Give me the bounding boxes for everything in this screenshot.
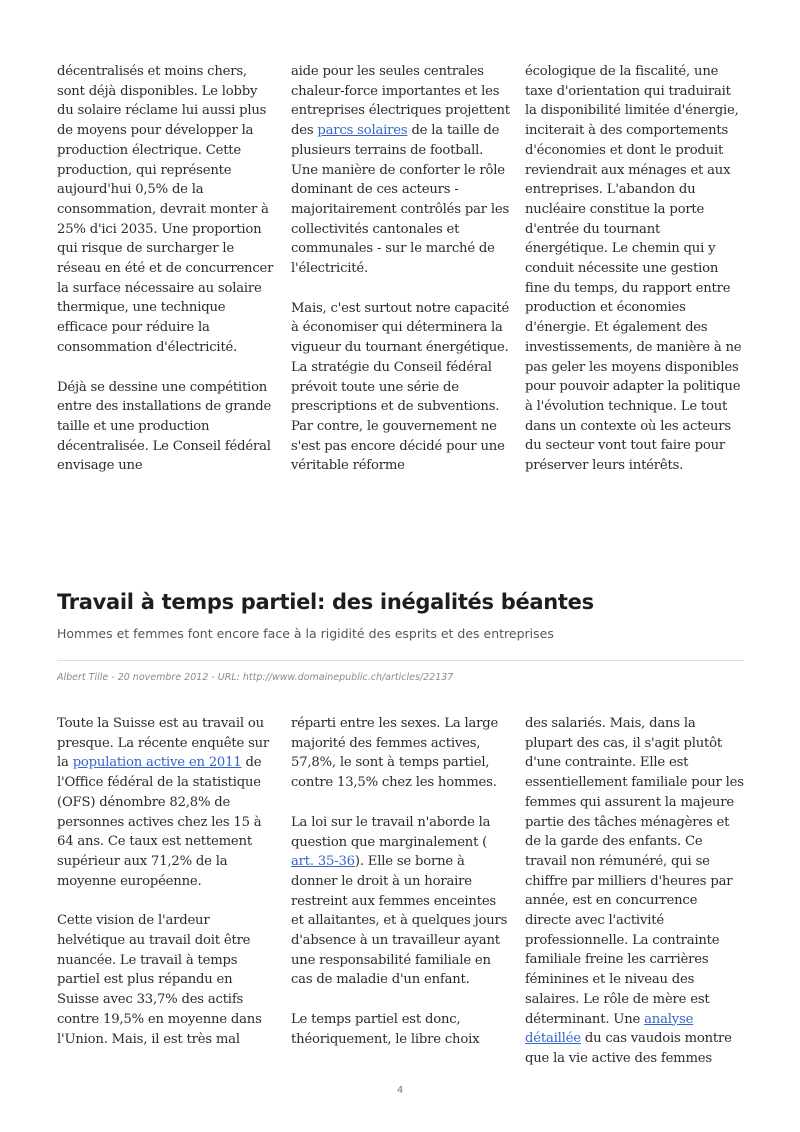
bottom-columns [57, 714, 745, 1089]
top-columns [57, 62, 745, 496]
bottom-column-3 [525, 714, 745, 1089]
article-meta: Albert Tille - 20 novembre 2012 - URL: http://www.domainepublic.ch/articles/22137 [57, 672, 454, 683]
paragraph: Le temps partiel est donc, théoriquement, le libre choix [291, 1012, 480, 1047]
text-run: de l'Office fédéral de la statistique (OFS) dénombre 82,8% de personnes actives chez les 15 à 64 ans. Ce taux est nettement supérieur aux 71,2% de la moyenne européenne. [57, 755, 262, 889]
paragraph: réparti entre les sexes. La large majorité des femmes actives, 57,8%, le sont à temps partiel, contre 13,5% chez les hommes. [291, 716, 499, 791]
bottom-column-2 [291, 714, 511, 1089]
paragraph [57, 714, 277, 891]
text-run: ). Elle se borne à donner le droit à un horaire restreint aux femmes enceintes et allaitantes, et à quelques jours d'absence à un travailleur ayant une responsabilité familiale en cas de maladie d'un enfant. [291, 854, 508, 988]
text-run: Toute la Suisse est au travail ou presque. La récente enquête sur la [57, 716, 270, 771]
text-run: La loi sur le travail n'aborde la question que marginalement ( [291, 814, 491, 850]
paragraph: écologique de la fiscalité, une taxe d'orientation qui traduirait la disponibilité limitée d'énergie, inciterait à des comportements d'économies et dont le produit reviendrait aux ménages et aux entreprises. L'abandon du nucléaire constitue la porte d'entrée du tournant énergétique. Le chemin qui y conduit nécessite une gestion fine du temps, du rapport entre production et économies d'énergie. Et également des investissements, de manière à ne pas geler les moyens disponibles pour pouvoir adapter la politique à l'évolution technique. Le tout dans un contexte où les acteurs du secteur vont tout faire pour préserver leurs intérêts. [525, 64, 742, 474]
top-column-3 [525, 62, 745, 496]
analyse-detaillee-link[interactable]: analyse détaillée [525, 1011, 694, 1047]
top-column-1 [57, 62, 277, 496]
top-column-2 [291, 62, 511, 496]
article-title: Travail à temps partiel: des inégalités béantes [57, 590, 594, 614]
paragraph: décentralisés et moins chers, sont déjà disponibles. Le lobby du solaire réclame lui aussi plus de moyens pour développer la production électrique. Cette production, qui représente aujourd'hui 0,5% de la consommation, devrait monter à 25% d'ici 2035. Une proportion qui risque de surcharger le réseau en été et de concurrencer la surface nécessaire au solaire thermique, une technique efficace pour réduire la consommation d'électricité. [57, 64, 274, 355]
article-subtitle: Hommes et femmes font encore face à la rigidité des esprits et des entreprises [57, 626, 554, 641]
art-35-36-link[interactable]: art. 35-36 [291, 854, 355, 870]
text-run: de la taille de plusieurs terrains de football. Une manière de conforter le rôle dominant de ces acteurs - majoritairement contrôlés par les collectivités cantonales et communales - sur le marché de l'électricité. [291, 123, 510, 277]
text-run: des salariés. Mais, dans la plupart des cas, il s'agit plutôt d'une contrainte. Elle est essentiellement familiale pour les femmes qui assurent la majeure partie des tâches ménagères et de la garde des enfants. Ce travail non rémunéré, qui se chiffre par milliers d'heures par année, est en concurrence directe avec l'activité professionnelle. La contrainte familiale freine les carrières féminines et le niveau des salaires. Le rôle de mère est déterminant. Une [525, 716, 744, 1027]
parcs-solaires-link[interactable]: parcs solaires [317, 123, 408, 139]
divider [57, 660, 744, 661]
bottom-column-1 [57, 714, 277, 1089]
text-run: aide pour les seules centrales chaleur-force importantes et les entreprises électriques projettent des [291, 64, 510, 139]
page-number: 4 [396, 1085, 404, 1096]
paragraph [291, 62, 511, 279]
paragraph [291, 813, 511, 990]
population-active-link[interactable]: population active en 2011 [72, 755, 242, 771]
paragraph: Déjà se dessine une compétition entre des installations de grande taille et une production décentralisée. Le Conseil fédéral envisage une [57, 379, 272, 474]
paragraph: Mais, c'est surtout notre capacité à économiser qui déterminera la vigueur du tournant énergétique. La stratégie du Conseil fédéral prévoit toute une série de prescriptions et de subventions. Par contre, le gouvernement ne s'est pas encore décidé pour une véritable réforme [291, 300, 510, 474]
text-run: du cas vaudois montre que la vie active des femmes [525, 1031, 732, 1066]
paragraph [525, 714, 745, 1069]
paragraph: Cette vision de l'ardeur helvétique au travail doit être nuancée. Le travail à temps partiel est plus répandu en Suisse avec 33,7% des actifs contre 19,5% en moyenne dans l'Union. Mais, il est très mal [57, 913, 262, 1047]
